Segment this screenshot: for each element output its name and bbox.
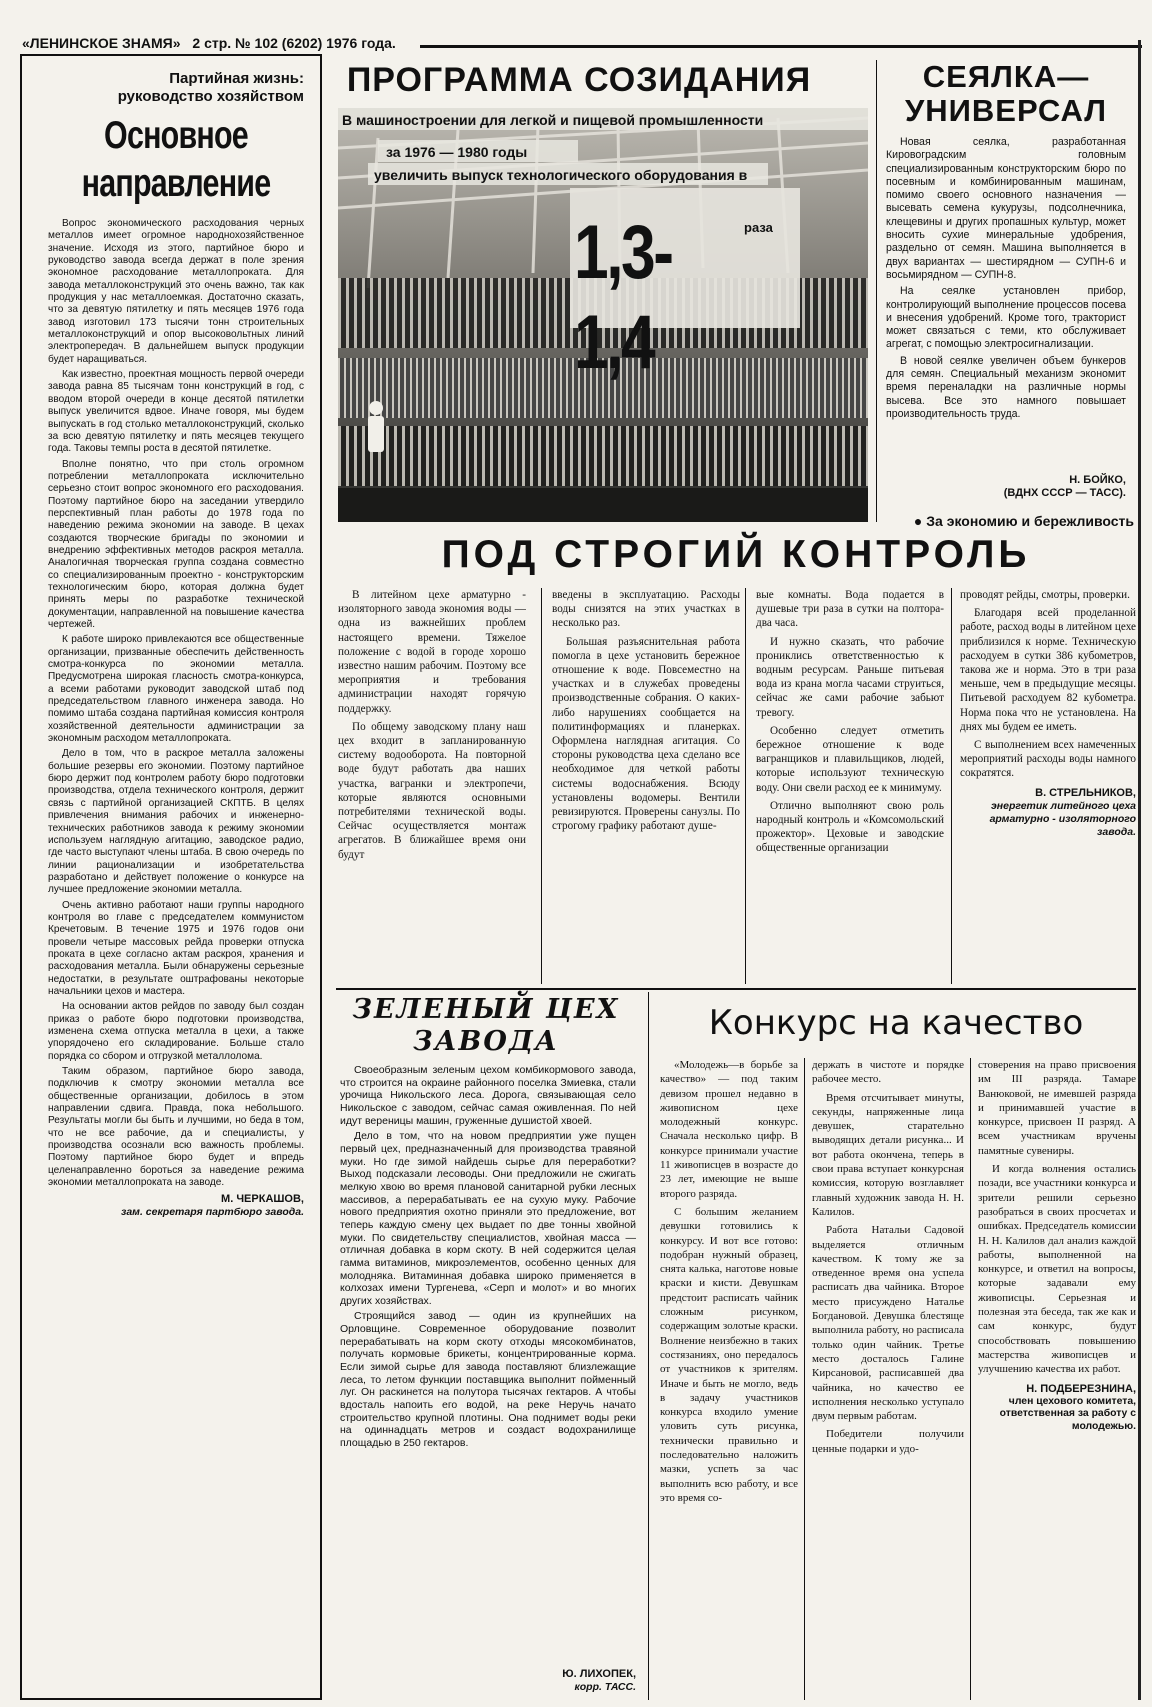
seyalka-title-line1: СЕЯЛКА— — [922, 59, 1090, 94]
kontrol-col4-wrap — [960, 588, 1136, 984]
article-body — [48, 218, 304, 1189]
masthead-edge-rule — [1138, 40, 1141, 1700]
konkurs-rule1 — [804, 1058, 805, 1700]
konkurs-author: Н. ПОДБЕРЕЗНИНА, — [1026, 1382, 1136, 1395]
article-main — [48, 70, 304, 1690]
seyalka-body — [886, 136, 1126, 424]
title-line2: направление — [81, 162, 271, 205]
kontrol-paragraph: Особенно следует отметить бережное отношение к воде вагранщиков и плавильщиков, людей, которые используют техническую воду. Они свели расход ее к минимуму. — [756, 724, 944, 794]
article-paragraph: Вполне понятно, что при столь огромном потреблении металлопроката исключительно серьезно стоит вопрос экономного его расходования. Поэтому партийное бюро на заседании утвердило перспективный план работы до 1978 года по наведению режима экономии на заводе. В цехах создаются творческие бригады по экономии и внедрению эффективных методов раскроя металла. Аналогичная творческая группа создана совместно со специализированным проектно - конструкторским технологическим бюро, которая должна будет принять меры по разработке технической документации, направленной на повышение качества чертежей. — [48, 458, 304, 630]
lower-section-rule — [336, 988, 1136, 990]
newspaper-name: «ЛЕНИНСКОЕ ЗНАМЯ» — [22, 35, 181, 51]
zeleny-title-line1: ЗЕЛЕНЫЙ ЦЕХ — [352, 994, 620, 1025]
zeleny-body — [340, 1064, 636, 1453]
issue-line: 2 стр. № 102 (6202) 1976 года. — [192, 35, 396, 51]
konkurs-col1 — [660, 1058, 798, 1700]
article-author: М. ЧЕРКАШОВ, — [221, 1193, 304, 1206]
konkurs-col2 — [812, 1058, 964, 1700]
article-paragraph: Очень активно работают наши группы народного контроля во главе с председателем коммунистом Кречетовым. В течение 1975 и 1976 годов они провели четыре массовых рейда проверки отпуска проката в цехе согласно актам раскроя, хранения и расходования металла. Были обнаружены серьезные недостатки, в результате оштрафованы некоторые начальники цехов и мастера. — [48, 899, 304, 997]
konkurs-paragraph: стоверения на право присвоения им III разряда. Тамаре Ванюковой, не имевшей разряда и принимавшей участие в конкурсе, присвоен II разряд. А всем участникам вручены памятные сувениры. — [978, 1059, 1136, 1157]
kontrol-col3 — [756, 588, 944, 984]
konkurs-paragraph: «Молодежь—в борьбе за качество» — под таким девизом прошел недавно в живописном цехе молодежный конкурс. Сначала несколько цифр. В конкурсе принимали участие 11 живописцев в возрасте до 23 лет, имеющие не выше второго разряда. — [660, 1059, 798, 1200]
seyalka-paragraph: В новой сеялке увеличен объем бункеров для семян. Специальный механизм экономит время переналадки на различные нормы высева. Все это намного повышает производительность труда. — [886, 354, 1126, 420]
konkurs-paragraph: Победители получили ценные подарки и удо- — [812, 1428, 964, 1455]
rubric — [48, 70, 304, 106]
zeleny-author: Ю. ЛИХОПЕК, — [562, 1668, 636, 1680]
seyalka-paragraph: На сеялке установлен прибор, контролирующий выполнение процессов посева и внесения удобрений. Кроме того, тракторист может связаться с теми, кто обслуживает агрегат, с помощью электросигнализации. — [886, 285, 1126, 351]
article-paragraph: Дело в том, что в раскрое металла заложены большие резервы его экономии. Поэтому партийное бюро держит под контролем работу бюро подготовки производства, отдела технического контроля, держит связь с партийной организацией СКПТБ. В целях привлечения внимания рабочих и инженерно-технических работников завода к режиму экономии используем наглядную агитацию, заводское радио, где часто выступают члены штаба. В свою очередь по линии рационализации и изобретательства разработано и действует положение о конкурсе на лучшее предложение экономии металла. — [48, 748, 304, 896]
rubric-line1: Партийная жизнь: — [169, 70, 304, 87]
factory-photo — [338, 108, 868, 522]
masthead — [22, 34, 1140, 54]
article-paragraph: К работе широко привлекаются все общественные организации, призванные обеспечить действенность смотра-конкурса по экономии металла. Предусмотрена широкая гласность смотра-конкурса, а всеми работами руководит заводской штаб под председательством главного инженера завода. Но помимо штаба создана партийная комиссия контроля хозяйственной деятельности администрации за экономным расходом металлопроката. — [48, 634, 304, 745]
konkurs-rule2 — [970, 1058, 971, 1700]
zeleny-rule — [648, 992, 649, 1700]
article-paragraph: На основании актов рейдов по заводу был создан приказ о работе бюро подготовки производства, изменена схема отпуска металла в цехи, а также упорядочено его складирование. Больше стало порядка со сбором и отгрузкой металлолома. — [48, 1001, 304, 1062]
article-paragraph: Вопрос экономического расходования черных металлов имеет огромное народнохозяйственное значение. Исходя из этого, партийное бюро и руководство завода всегда держат в поле зрения экономное расходование металлопроката. Для завода металлоконструкций это очень важно, так как продукция у нас металлоемкая. Достаточно сказать, что за девятую пятилетку и пять месяцев 1976 года завод изготовил 173 тысячи тонн строительных металлоконструкций и опор высоковольтных линий электропередач. В дальнейшем выпуск продукции будет наращиваться. — [48, 218, 304, 365]
konkurs-paragraph: держать в чистоте и порядке рабочее место. — [812, 1059, 964, 1086]
seyalka-title — [886, 60, 1126, 128]
programma-figure-unit: раза — [744, 220, 773, 235]
kontrol-paragraph: И нужно сказать, что рабочие прониклись ответственностью к водным ресурсам. Раньше питьевая вода из крана могла часами струиться, сейчас же сами рабочие забьют тревогу. — [756, 635, 944, 719]
konkurs-title: Конкурс на качество — [708, 1003, 1084, 1043]
kontrol-paragraph: С выполнением всех намеченных мероприятий расходы воды намного сократятся. — [960, 739, 1136, 780]
programma-title: ПРОГРАММА СОЗИДАНИЯ — [346, 61, 812, 99]
kontrol-author-role: энергетик литейного цеха арматурно - изоляторного завода. — [989, 799, 1136, 838]
kontrol-col4 — [960, 588, 1136, 781]
konkurs-paragraph: Работа Натальи Садовой выделяется отличным качеством. К тому же за отведенное время она успела расписать два чайника. Второе место присуждено Наталье Богдановой. Девушка блестяще выполнила работу, но расписала только один чайник. Третье место досталось Галине Кирсановой, расписавшей два чайника, но качество ее исполнения несколько уступало двум первым работам. — [812, 1224, 964, 1423]
column-rule-seyalka — [876, 60, 877, 522]
zeleny-title — [338, 994, 634, 1058]
kontrol-col2 — [552, 588, 740, 984]
rubric-line2: руководство хозяйством — [117, 88, 304, 105]
kontrol-paragraph: Отлично выполняют свою роль народный контроль и «Комсомольский прожектор». Цеховые и заводские общественные организации — [756, 799, 944, 855]
konkurs-col3 — [978, 1058, 1136, 1377]
kontrol-paragraph: Большая разъяснительная работа помогла в цехе установить бережное отношение к воде. Повсеместно на участках и в служебах проведены производственные собрания. О каких-либо нарушениях сообщается на политинформациях и планерках. Оформлена наглядная агитация. Со стороны руководства цеха сделано все необходимое для четкой работы системы водоснабжения. Всюду установлены водомеры. Вентили ревизируются. Проверены санузлы. По строгому графику работают душе- — [552, 635, 740, 833]
zeleny-paragraph: Дело в том, что на новом предприятии уже пущен первый цех, предназначенный для производства травяной муки. Но где зимой найдешь сырье для переработки? Выход подсказали лесоводы. Они предложили не сжигать мелкую хвою во время плановой санитарной рубки лесных массивов, а перерабатывать ее на сухую муку. Рабочие нового предприятия охотно приняли это предложение, вот теперь каждую смену цех выдает по две тонны хвойной муки. По свидетельству специалистов, хвойная масса — отличная добавка в корм скоту. В ней содержится целая гамма витаминов, микроэлементов, особенно ценных для молодняка. Витаминная добавка широко применяется в колхозах имени Тургенева, «Серп и молот» и во многих других хозяйствах. — [340, 1130, 636, 1307]
kontrol-rubric: ● За экономию и бережливость — [913, 513, 1134, 529]
zeleny-paragraph: Своеобразным зеленым цехом комбикормового завода, что строится на окраине районного поселка Змиевка, стали урочища Никольского леса. Дорога, связывающая село Никольское с заводом, сейчас самая оживленная. По ней идут вереницы машин, груженные душистой хвоей. — [340, 1064, 636, 1127]
konkurs-paragraph: Время отсчитывает минуты, секунды, напряженные лица девушек, старательно выводящих детали рисунка... И вот работа окончена, теперь в свои права вступает конкурсная комиссия, которую возглавляет главный художник завода Н. Н. Калилов. — [812, 1091, 964, 1218]
kontrol-col1 — [338, 588, 526, 984]
zeleny-paragraph: Строящийся завод — один из крупнейших на Орловщине. Современное оборудование позволит перерабатывать на корм скоту отходы мясокомбинатов, получать кормовые брикеты, концентрированные корма. Если зимой сырье для завода поставляют близлежащие леса, то летом функции поставщика выполнит пойменный луг. Он раскинется на полутора тысячах гектаров. А чтобы вдосталь напоить его водой, на реке Неручь начато строительство крупной плотины. Она поднимет воды реки на одиннадцать метров и создаст водохранилище площадью в 250 гектаров. — [340, 1310, 636, 1450]
kontrol-paragraph: По общему заводскому плану наш цех входит в запланированную систему водооборота. На повторной воде будут работать два наших участка, вагранки и электропечи, которые являются основными потребителями технической воды. Сейчас осуществляется монтаж агрегатов. В ближайшее время они будут — [338, 720, 526, 861]
seyalka-paragraph: Новая сеялка, разработанная Кировоградским головным специализированным конструкторским бюро по посевным и комбинированным машинам, помимо своего основного назначения — высевать семена кукурузы, подсолнечника, клещевины и других пропашных культур, может вносить сухие минеральные удобрения, раздельно от семян. Машина выполняется в двух вариантах — шестирядном — СУПН-6 и восьмирядном — СУПН-8. — [886, 136, 1126, 281]
article-paragraph: Как известно, проектная мощность первой очереди завода равна 85 тысячам тонн конструкций в год, с вводом второй очереди в конце десятой пятилетки выпуск увеличится вдвое. Иначе говоря, мы будем выпускать в год столько металлоконструкций, сколько за всю девятую пятилетку и пять месяцев текущего года. Таковы темпы роста в десятой пятилетке. — [48, 369, 304, 455]
kontrol-paragraph: Благодаря всей проделанной работе, расход воды в литейном цехе приблизился к норме. Техническую расходуем в сутки 386 кубометров, такова же и норма. Это в три раза меньше, чем в предыдущие месяцы. Питьевой расходуем 82 кубометра. Норма пока что не установлена. На днях мы будем ее иметь. — [960, 607, 1136, 733]
title-line1: Основное — [104, 114, 248, 157]
konkurs-col3-wrap — [978, 1058, 1136, 1700]
seyalka-signature — [886, 474, 1126, 500]
kontrol-rule3 — [951, 588, 952, 984]
seyalka-title-line2: УНИВЕРСАЛ — [904, 93, 1108, 128]
programma-line1: В машиностроении для легкой и пищевой промышленности — [342, 112, 764, 128]
zeleny-author-role: корр. ТАСС. — [574, 1681, 636, 1693]
kontrol-paragraph: проводят рейды, смотры, проверки. — [960, 589, 1130, 601]
kontrol-rule1 — [541, 588, 542, 984]
programma-line2: за 1976 — 1980 годы — [386, 144, 528, 160]
masthead-rule — [420, 45, 1142, 48]
article-author-role: зам. секретаря партбюро завода. — [120, 1206, 304, 1219]
konkurs-paragraph: И когда волнения остались позади, все участники конкурса и зрители решили серьезно разобраться в своих просчетах и ошибках. Председатель комиссии Н. Н. Калилов дал анализ каждой работы, выполненной на конкурсе, и ответил на вопросы, которые задавали ему живописцы. Серьезная и полезная эта беседа, так же как и сам конкурс, будут способствовать повышению мастерства живописцев и улучшению качества их работ. — [978, 1163, 1136, 1376]
kontrol-author: В. СТРЕЛЬНИКОВ, — [1035, 786, 1136, 799]
programma-figure: 1,3-1,4 — [574, 210, 672, 385]
konkurs-author-role: член цехового комитета, ответственная за работу с молодежью. — [999, 1395, 1136, 1432]
zeleny-signature — [340, 1668, 636, 1694]
kontrol-paragraph: введены в эксплуатацию. Расходы воды снизятся на этих участках в несколько раз. — [552, 589, 740, 630]
kontrol-paragraph: вые комнаты. Вода подается в душевые три раза в сутки на полтора-два часа. — [756, 589, 944, 630]
seyalka-author-role: (ВДНХ СССР — ТАСС). — [1003, 487, 1126, 499]
article-paragraph: Таким образом, партийное бюро завода, подключив к смотру экономии металла все общественные организации, добилось в этом направлении сдвига. Правда, пока небольшого. Результаты могли бы быть и лучшими, но беда в том, что не все рабочие, да и специалисты, у производства осознали всю важность проблемы. Поэтому партийное бюро будет и впредь целенаправленно бороться за наведение режима экономии металлопроката на заводе. — [48, 1066, 304, 1189]
kontrol-rule2 — [745, 588, 746, 984]
programma-line3: увеличить выпуск технологического оборудования в — [374, 167, 748, 183]
kontrol-title: ПОД СТРОГИЙ КОНТРОЛЬ — [441, 533, 1031, 576]
seyalka-author: Н. БОЙКО, — [1069, 474, 1126, 486]
article-title — [76, 112, 276, 208]
konkurs-paragraph: С большим желанием девушки готовились к конкурсу. И вот все готово: подобран нужный образец, снята калька, наготове новые краски и кисти. Девушкам предстоит расписать чайник сложным рисунком, содержащим золотые краски. Волнение неизбежно в таких состязаниях, оно передалось от участников к зрителям. Иначе и быть не могло, ведь в задачу участников конкурса входило умение уловить суть рисунка, технически правильно и последовательно наложить мазки, успеть за час выполнить всю работу, и все это время со- — [660, 1205, 798, 1504]
zeleny-title-line2: ЗАВОДА — [413, 1026, 559, 1057]
kontrol-paragraph: В литейном цехе арматурно - изоляторного завода экономия воды — одна из важнейших проблем настоящего времени. Тяжелое положение с водой в городе хорошо известно нашим рабочим. Поэтому все мероприятия и требования администрации находят горячую поддержку. — [338, 589, 526, 715]
